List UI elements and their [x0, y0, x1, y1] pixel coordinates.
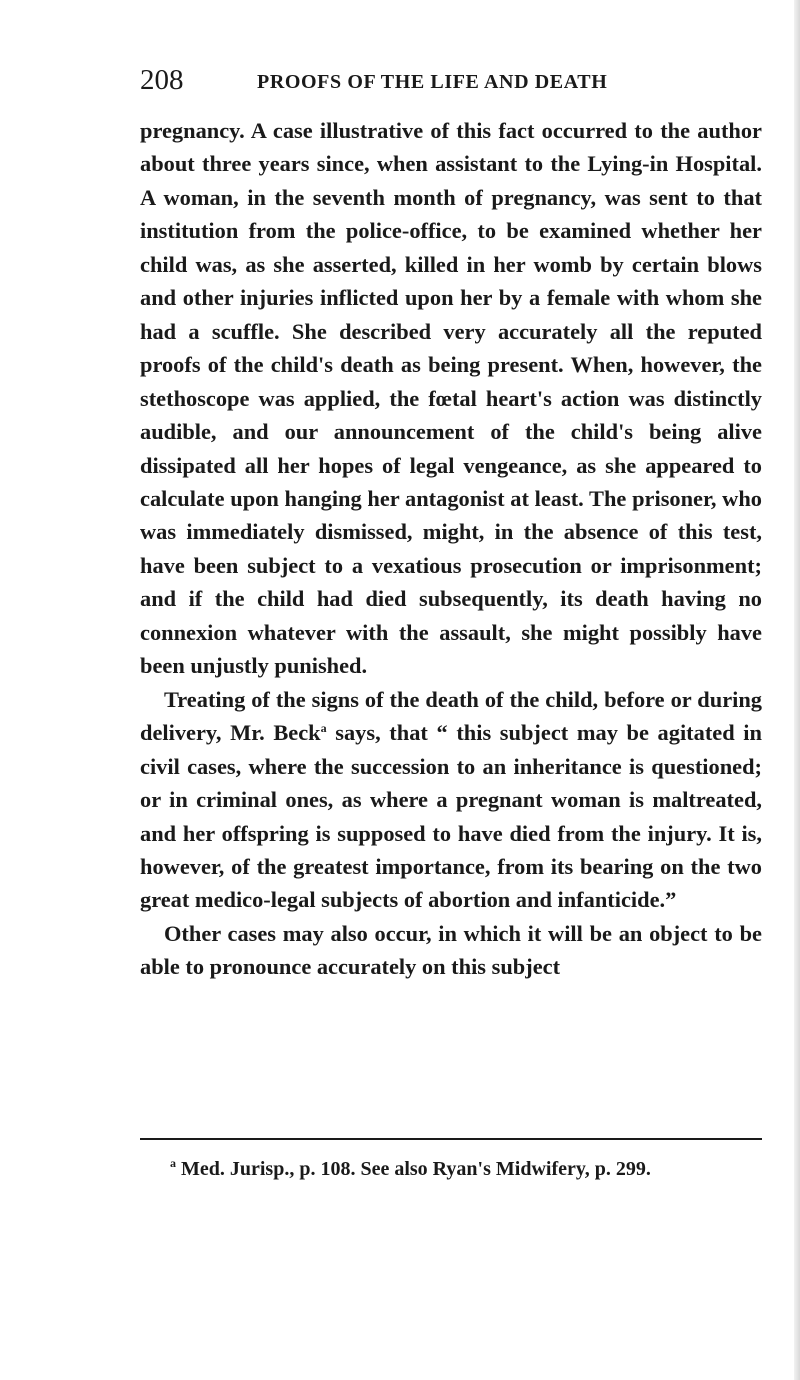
running-title: PROOFS OF THE LIFE AND DEATH: [257, 71, 608, 93]
paragraph-2: [140, 683, 762, 917]
page-edge: [794, 0, 800, 1380]
paragraph-2-text-after: says, that “ this subject may be agitated in civil cases, where the succession to an inheritance is questioned; or in criminal ones, as where a pregnant woman is maltreated, and her offspring is supposed to have died from the injury. It is, however, of the greatest importance, from its bearing on the two great medico-legal subjects of abortion and infanticide.”: [140, 720, 762, 913]
footnote-text: Med. Jurisp., p. 108. See also Ryan's Midwifery, p. 299.: [176, 1158, 651, 1180]
paragraph-2-text-before: Treating of the signs of the death of the child, before or during delivery, Mr. Beck: [140, 686, 762, 746]
footnote: [170, 1154, 770, 1184]
footnote-rule: [140, 1138, 762, 1140]
footnote-marker: a: [170, 1156, 176, 1170]
paragraph-3: Other cases may also occur, in which it will be an object to be able to pronounce accurately on this subject: [140, 920, 762, 980]
page-number: 208: [140, 64, 184, 96]
paragraph-1: pregnancy. A case illustrative of this fact occurred to the author about three years since, when assistant to the Lying-in Hospital. A woman, in the seventh month of pregnancy, was sent to that institution from the police-office, to be examined whether her child was, as she asserted, killed in her womb by certain blows and other injuries inflicted upon her by a female with whom she had a scuffle. She described very accurately all the reputed proofs of the child's death as being present. When, however, the stethoscope was applied, the fœtal heart's action was distinctly audible, and our announcement of the child's being alive dissipated all her hopes of legal vengeance, as she appeared to calculate upon hanging her antagonist at least. The prisoner, who was immediately dismissed, might, in the absence of this test, have been subject to a vexatious prosecution or imprisonment; and if the child had died subsequently, its death having no connexion whatever with the assault, she might possibly have been unjustly punished.: [140, 118, 762, 679]
body-text: [140, 114, 762, 984]
page-header: [140, 60, 760, 100]
footnote-reference: a: [320, 721, 327, 736]
